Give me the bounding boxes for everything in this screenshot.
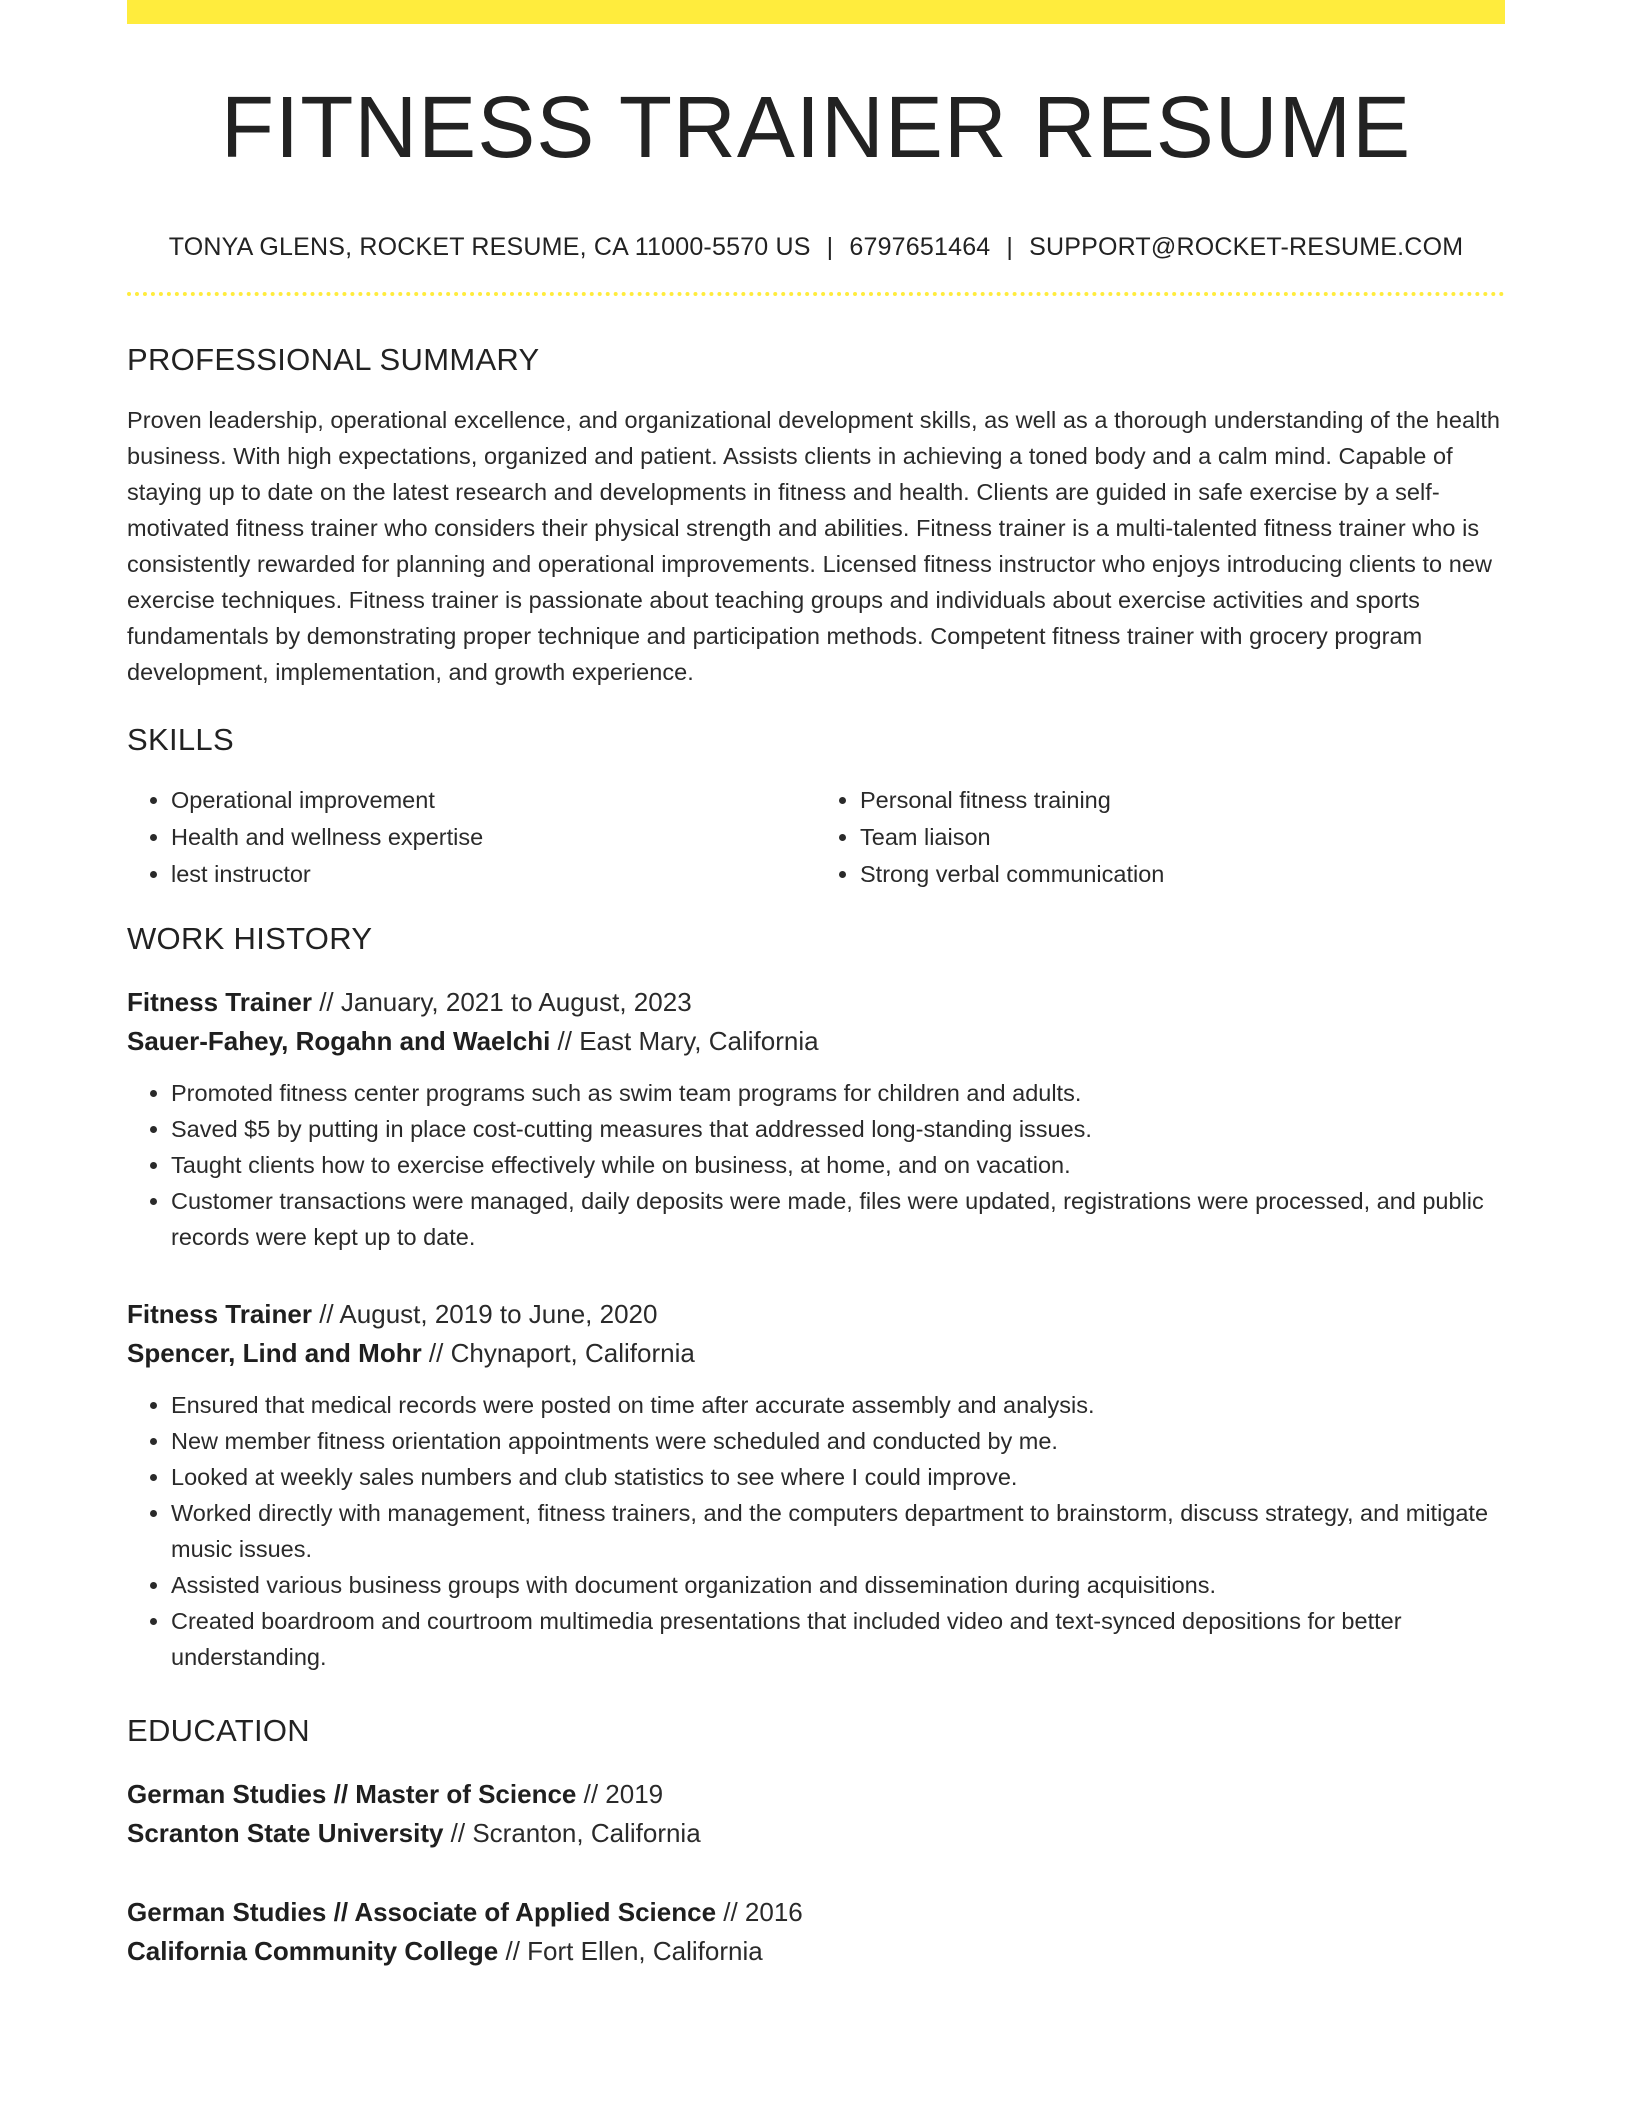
degree-year: // 2019 [576,1779,664,1810]
job-company-line [127,1022,1505,1061]
skills-right-list [816,782,1505,893]
resume-title: FITNESS TRAINER RESUME [220,79,1412,176]
job-bullet: • New member fitness orientation appointments were scheduled and conducted by me. [171,1423,1505,1459]
job-company: Spencer, Lind and Mohr [127,1338,422,1369]
job-dates: // January, 2021 to August, 2023 [311,987,692,1018]
job-company-line [127,1334,1505,1373]
contact-separator: | [1006,233,1014,262]
degree-line [127,1775,1505,1814]
skill-item: • lest instructor [171,856,816,893]
contact-email: SUPPORT@ROCKET-RESUME.COM [1029,233,1464,262]
job-bullet: • Promoted fitness center programs such as swim team programs for children and adults. [171,1075,1505,1111]
job-entry [127,983,1505,1255]
job-location: // Chynaport, California [421,1338,695,1369]
school: California Community College [127,1936,499,1967]
job-bullet: • Looked at weekly sales numbers and club statistics to see where I could improve. [171,1459,1505,1495]
contact-phone: 6797651464 [849,233,991,262]
job-bullet: • Customer transactions were managed, daily deposits were made, files were updated, registrations were processed, and public records were kept up to date. [171,1183,1505,1255]
school: Scranton State University [127,1818,444,1849]
skills-left-list [127,782,816,893]
resume-page [127,0,1505,1971]
degree: German Studies // Master of Science [127,1779,577,1810]
job-bullet: • Taught clients how to exercise effectively while on business, at home, and on vacation. [171,1147,1505,1183]
school-location: // Fort Ellen, California [498,1936,763,1967]
contact-address: TONYA GLENS, ROCKET RESUME, CA 11000-5570 US [168,233,811,262]
school-location: // Scranton, California [443,1818,701,1849]
skill-item: • Health and wellness expertise [171,819,816,856]
header-divider [127,292,1505,296]
job-dates: // August, 2019 to June, 2020 [311,1299,658,1330]
job-bullet: • Ensured that medical records were posted on time after accurate assembly and analysis. [171,1387,1505,1423]
job-bullet: • Saved $5 by putting in place cost-cutting measures that addressed long-standing issues. [171,1111,1505,1147]
summary-text: Proven leadership, operational excellence, and organizational development skills, as well as a thorough understanding of the health business. With high expectations, organized and patient. Assists clients in achieving a toned body and a calm mind. Capable of staying up to date on the latest research and developments in fitness and health. Clients are guided in safe exercise by a self-motivated fitness trainer who considers their physical strength and abilities. Fitness trainer is a multi-talented fitness trainer who is consistently rewarded for planning and operational improvements. Licensed fitness instructor who enjoys introducing clients to new exercise techniques. Fitness trainer is passionate about teaching groups and individuals about exercise activities and sports fundamentals by demonstrating proper technique and participation methods. Competent fitness trainer with grocery program development, implementation, and growth experience. [127,407,1501,686]
work-history-heading: WORK HISTORY [127,921,373,957]
contact-line [127,233,1505,262]
job-bullets [127,1075,1505,1255]
education-entry [127,1893,1505,1971]
degree-year: // 2016 [716,1897,803,1928]
skill-item: • Team liaison [860,819,1505,856]
skills-heading: SKILLS [127,722,234,758]
skills-grid [127,782,1505,893]
job-location: // East Mary, California [550,1026,819,1057]
job-title: Fitness Trainer [127,987,312,1018]
job-company: Sauer-Fahey, Rogahn and Waelchi [127,1026,551,1057]
school-line [127,1814,1505,1853]
skill-item: • Personal fitness training [860,782,1505,819]
job-bullet: • Worked directly with management, fitness trainers, and the computers department to brainstorm, discuss strategy, and mitigate music issues. [171,1495,1505,1567]
job-title: Fitness Trainer [127,1299,312,1330]
job-entry [127,1295,1505,1675]
summary-heading: PROFESSIONAL SUMMARY [127,342,540,378]
job-bullet: • Created boardroom and courtroom multimedia presentations that included video and text-synced depositions for better understanding. [171,1603,1505,1675]
summary-section [127,342,1505,690]
degree-line [127,1893,1505,1932]
contact-separator: | [826,233,834,262]
top-accent-bar [127,0,1505,24]
job-bullet: • Assisted various business groups with document organization and dissemination during acquisitions. [171,1567,1505,1603]
skill-item: • Operational improvement [171,782,816,819]
job-title-line [127,983,1505,1022]
work-history-section [127,921,1505,1675]
job-title-line [127,1295,1505,1334]
education-entry [127,1775,1505,1853]
education-heading: EDUCATION [127,1713,310,1749]
school-line [127,1932,1505,1971]
degree: German Studies // Associate of Applied Science [127,1897,717,1928]
skills-section [127,722,1505,893]
job-bullets [127,1387,1505,1675]
education-section [127,1713,1505,1971]
skill-item: • Strong verbal communication [860,856,1505,893]
